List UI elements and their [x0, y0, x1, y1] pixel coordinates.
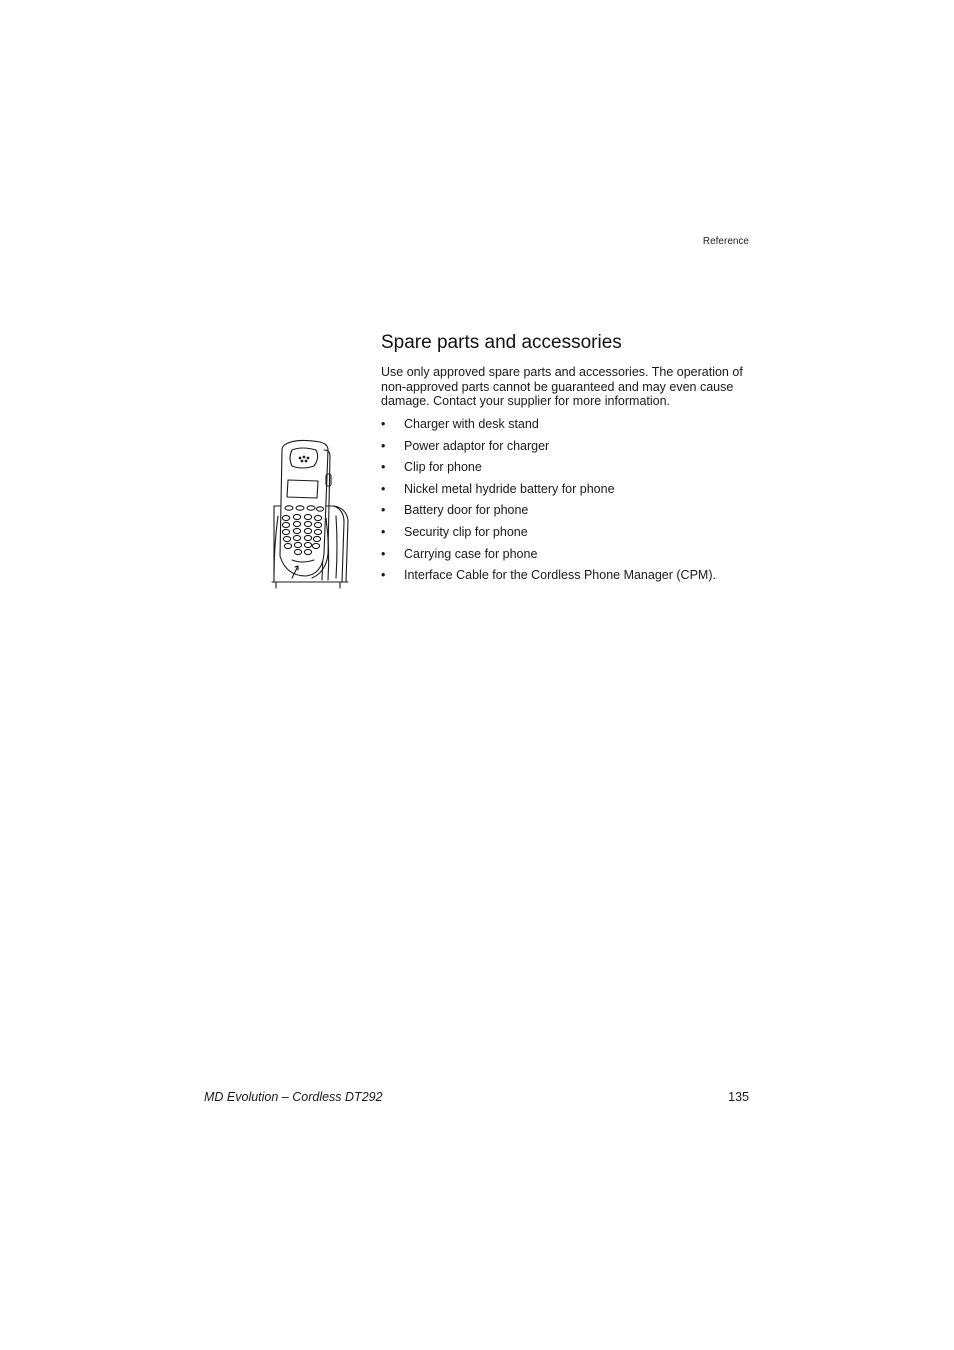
- list-item: [381, 459, 716, 481]
- bullet: •: [381, 481, 386, 496]
- list-item-text: Charger with desk stand: [404, 417, 539, 431]
- list-item: [381, 502, 716, 524]
- list-item: [381, 481, 716, 503]
- header-section-label: Reference: [702, 236, 749, 247]
- list-item-text: Battery door for phone: [404, 503, 529, 518]
- list-item-text: Interface Cable for the Cordless Phone Manager (CPM).: [404, 568, 716, 583]
- bullet: •: [381, 460, 386, 475]
- intro-paragraph: Use only approved spare parts and accessories. The operation of non-approved parts cannot be guaranteed and may even cause damage. Contact your supplier for more information.: [381, 365, 743, 409]
- bullet: •: [381, 417, 386, 431]
- list-item-text: Security clip for phone: [404, 524, 528, 539]
- list-item-text: Nickel metal hydride battery for phone: [404, 481, 615, 496]
- bullet: •: [381, 568, 386, 583]
- page-title: Spare parts and accessories: [381, 332, 622, 353]
- footer-document-title: MD Evolution – Cordless DT292: [204, 1090, 383, 1104]
- list-item: [381, 416, 716, 438]
- list-item: [381, 546, 716, 568]
- bullet: •: [381, 546, 386, 561]
- list-item-text: Power adaptor for charger: [404, 438, 550, 453]
- bullet: •: [381, 503, 386, 518]
- bullet: •: [381, 438, 386, 453]
- page-number: 135: [728, 1090, 749, 1104]
- bullet: •: [381, 524, 386, 539]
- list-item: [381, 524, 716, 546]
- list-item: [381, 567, 716, 589]
- list-item: [381, 438, 716, 460]
- cordless-phone-in-charger-illustration: [262, 436, 354, 594]
- list-item-text: Clip for phone: [404, 460, 482, 475]
- accessory-list: [381, 416, 716, 589]
- list-item-text: Carrying case for phone: [404, 546, 538, 561]
